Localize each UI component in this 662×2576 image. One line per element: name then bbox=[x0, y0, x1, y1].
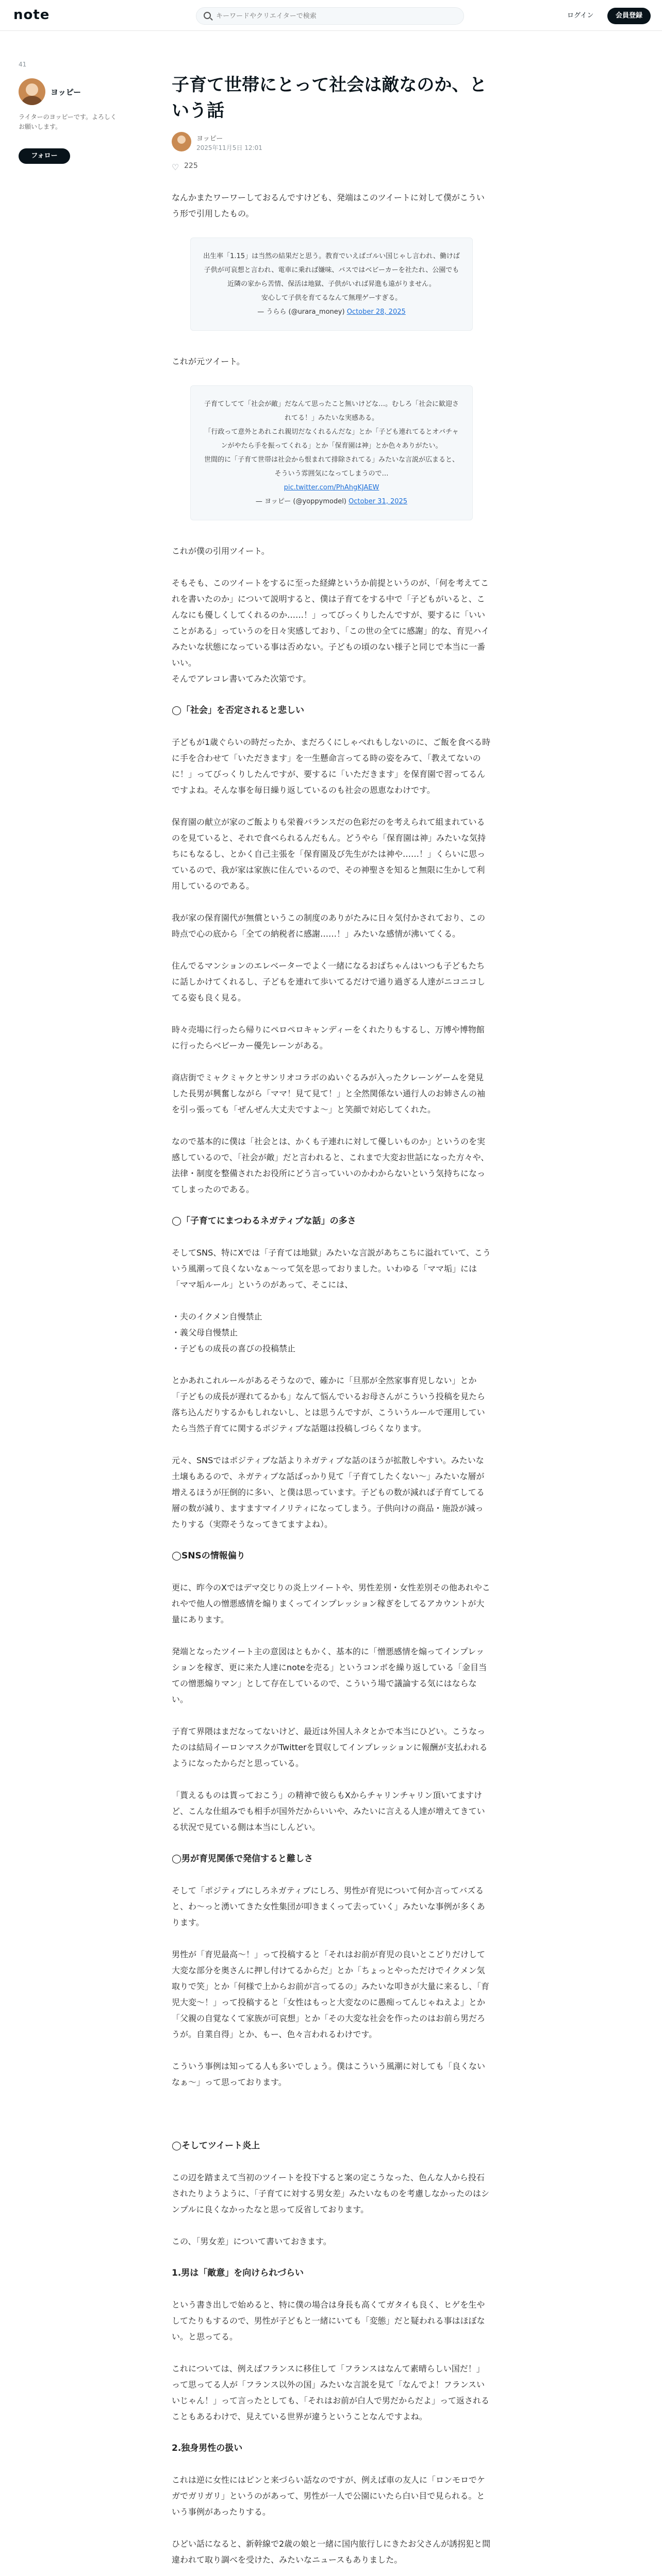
paragraph: 子育て界隈はまだなってないけど、最近は外国人ネタとかで本当にひどい。こうなったのは結局イーロンマスクがTwitterを買収してインプレッションに報酬が支払われるようになったからだと思っている。 bbox=[172, 1726, 488, 1768]
embedded-tweet[interactable] bbox=[190, 238, 473, 331]
sidebar-crumb: 41 bbox=[19, 61, 27, 68]
tweet-author: — ヨッピー (@yoppymodel) bbox=[255, 498, 346, 505]
login-button[interactable]: ログイン bbox=[567, 12, 594, 20]
signup-button[interactable]: 会員登録 bbox=[607, 8, 651, 24]
paragraph: これは逆に女性にはピンと来づらい話なのですが、例えば車の友人に「ロンモロでケガでガリガリ」というのがあって、男性が一人で公園にいたら白い目で見られる。という事例があったりする。 bbox=[172, 2475, 486, 2517]
publish-date: 2025年11月5日 12:01 bbox=[196, 144, 262, 151]
section-heading: ◯「子育てにまつわるネガティブな話」の多さ bbox=[172, 1216, 356, 1226]
section-heading: ◯そしてツイート炎上 bbox=[172, 2141, 260, 2151]
author-avatar[interactable] bbox=[172, 132, 191, 151]
tweet-date-link[interactable]: October 31, 2025 bbox=[349, 498, 408, 505]
paragraph: この辺を踏まえて当初のツイートを投下すると案の定こうなった、色んな人から投石されたりようように、「子育てに対する男女差」みたいなものを考慮しなかったのはシンプルに良くなかったなと思って反省しております。 bbox=[172, 2173, 490, 2214]
search-icon bbox=[204, 12, 211, 19]
embedded-tweet[interactable] bbox=[190, 385, 473, 520]
like-count[interactable] bbox=[172, 162, 491, 174]
author-meta bbox=[172, 132, 491, 157]
tweet-author: — うらら (@urara_money) bbox=[257, 308, 345, 316]
search-bar[interactable] bbox=[196, 7, 464, 25]
page-title: 子育て世帯にとって社会は敵なのか、という話 bbox=[172, 75, 487, 121]
author-name[interactable]: ヨッピー bbox=[196, 135, 223, 143]
avatar[interactable] bbox=[19, 78, 45, 105]
paragraph: そしてSNS、特にXでは「子育ては地獄」みたいな言説があちこちに溢れていて、こういう風潮って良くないなぁ〜って気を思っておりました。いわゆる「ママ垢」には「ママ垢ルール」というのがあって、そこには、 bbox=[172, 1248, 491, 1290]
note-logo[interactable]: note bbox=[13, 7, 50, 23]
paragraph: この、「男女差」について書いておきます。 bbox=[172, 2236, 332, 2246]
paragraph: これが僕の引用ツイート。 bbox=[172, 546, 270, 556]
paragraph: なので基本的に僕は「社会とは、かくも子連れに対して優しいものか」というのを実感しているので、「社会が敵」だと言われると、これまで大変お世話になった方々や、法律・制度を整備されたお役所にどう言っていいのかわからないという気持ちになってしまったのである。 bbox=[172, 1137, 489, 1194]
tweet-date-link[interactable]: October 28, 2025 bbox=[346, 308, 406, 316]
paragraph: 更に、昨今のXではデマ交じりの炎上ツイートや、男性差別・女性差別その他あれやこれやで他人の憎悪感情を煽りまくってインプレッション稼ぎをしてるアカウントが大量にあります。 bbox=[172, 1583, 490, 1624]
paragraph: という書き出しで始めると、特に僕の場合は身長も高くてガタイも良く、ヒゲを生やしてたりもするので、男性が子どもと一緒にいても「変態」だと疑われる事はほぼない。と思ってる。 bbox=[172, 2300, 485, 2342]
article-body bbox=[172, 190, 491, 2576]
creator-bio: ライターのヨッピーです。よろしくお願いします。 bbox=[19, 113, 117, 130]
paragraph: とかあれこれルールがあるそうなので、確かに「旦那が全然家事育児しない」とか「子どもの成長が遅れてるかも」なんて悩んでいるお母さんがこういう投稿を見たら落ち込んだりするかもしれないし、とは思うんですが、こういうルールで運用していたら当然子育てに関するポジティブな話題は投稿しづらくなります。 bbox=[172, 1376, 486, 1433]
paragraph: 時々売場に行ったら帰りにペロペロキャンディーをくれたりもするし、万博や博物館に行ったらベビーカー優先レーンがある。 bbox=[172, 1025, 485, 1050]
rule-list bbox=[172, 1309, 491, 1357]
section-heading: ◯男が育児関係で発信すると難しさ bbox=[172, 1854, 313, 1864]
section-heading: 1.男は「敵意」を向けられづらい bbox=[172, 2268, 304, 2278]
creator-sidebar bbox=[19, 61, 122, 160]
tweet-text: 出生率「1.15」は当然の結果だと思う。教育でいえばゴルい国じゃし言われ、働けば子供が可哀想と言われ、電車に乗れば嫌味、バスではベビーカーを社たれ、公園でも近隣の家から苦情、保活は地獄、子供がいれば昇進も遠がりません。 bbox=[203, 252, 460, 288]
heart-icon[interactable]: ♡ bbox=[172, 162, 179, 172]
paragraph: 我が家の保育園代が無償というこの制度のありがたみに日々気付かされており、この時点で心の底から「全ての納税者に感謝……！」みたいな感情が沸いてくる。 bbox=[172, 913, 486, 939]
follow-button[interactable]: フォロー bbox=[19, 148, 70, 164]
list-item: ・ 夫のイクメン自慢禁止 bbox=[172, 1309, 491, 1325]
tweet-text: 「行政って意外とあれこれ親切だなくれるんだな」とか「子ども連れてるとオバチャンがやたら手を振ってくれる」とか「保育園は神」とか色々ありがたい。 bbox=[204, 428, 459, 450]
tweet-pic-link[interactable]: pic.twitter.com/PhAhgKJAEW bbox=[284, 484, 379, 492]
tweet-author-line bbox=[203, 495, 460, 509]
tweet-author-line bbox=[203, 305, 460, 319]
paragraph: 商店街でミャクミャクとサンリオコラボのぬいぐるみが入ったクレーンゲームを発見した長男が興奮しながら「ママ！見て見て！」と全然関係ない通行人のお姉さんの袖を引っ張っても「ぜんぜん大丈夫ですよ〜」と笑顔で対応してくれた。 bbox=[172, 1073, 486, 1114]
site-header bbox=[0, 0, 662, 31]
paragraph: 住んでるマンションのエレベーターでよく一緒になるおばちゃんはいつも子どもたちに話しかけてくれるし、子どもを連れて歩いてるだけで通り過ぎる人達がニコニコしてる姿も良く見る。 bbox=[172, 961, 486, 1003]
paragraph: なんかまたワーワーしておるんですけども、発端はこのツイートに対して僕がこういう形で引用したもの。 bbox=[172, 193, 485, 218]
search-input[interactable] bbox=[216, 8, 453, 24]
paragraph: 元々、SNSではポジティブな話よりネガティブな話のほうが拡散しやすい。みたいな土壌もあるので、ネガティブな話ばっかり見て「子育てしたくない〜」みたいな層が増えるほうが圧倒的に多い、と僕は思っています。子どもの数が減れば子育てしてる層の数が減り、ますますマイノリティになってしまう。子供向けの商品・施設が減ったりする（実際そうなってきてますよね）。 bbox=[172, 1455, 485, 1529]
paragraph: これが元ツイート。 bbox=[172, 357, 245, 366]
section-heading: 2.独身男性の扱い bbox=[172, 2443, 243, 2453]
paragraph: 子どもが1歳ぐらいの時だったか、まだろくにしゃべれもしないのに、ご飯を食べる時に手を合わせて「いただきます」を一生懸命言ってる時の姿をみて、「教えてないのに！」ってびっくりしたんですが、要するに「いただきます」を保育園で習ってるんですよね。そんな事を毎日繰り返しているのも社会の恩恵なわけです。 bbox=[172, 737, 491, 795]
paragraph: そして「ポジティブにしろネガティブにしろ、男性が育児について何か言ってバズると、わ〜っと湧いてきた女性集団が叩きまくって去っていく」みたいな事例が多くあります。 bbox=[172, 1886, 485, 1927]
tweet-text: 世間的に「子育て世帯は社会から恨まれて排除されてる」みたいな言説が広まると、そういう雰囲気になってしまうので… bbox=[204, 456, 459, 478]
list-item: ・ 義父母自慢禁止 bbox=[172, 1325, 491, 1341]
paragraph: 「貰えるものは貰っておこう」の精神で彼らもXからチャリンチャリン頂いてますけど、こんな仕組みでも相手が国外だからいいや、みたいに言える人達が増えてきている状況で見ている側は本当にしんどい。 bbox=[172, 1790, 485, 1832]
article bbox=[172, 72, 491, 2576]
section-heading: ◯SNSの情報偏り bbox=[172, 1551, 245, 1561]
section-heading: ◯「社会」を否定されると悲しい bbox=[172, 705, 305, 716]
creator-name[interactable]: ヨッピー bbox=[51, 88, 81, 97]
like-count-value: 225 bbox=[184, 162, 198, 170]
paragraph: これについては、例えばフランスに移住して「フランスはなんて素晴らしい国だ！」って思ってる人が「フランス以外の国」みたいな言説を見て「なんでよ！フランスいいじゃん！」って言ったとしても、「それはお前が白人で男だからだよ」って返されることもあるわけで、見えている世界が違うということなんですよね。 bbox=[172, 2364, 490, 2421]
list-item: ・ 子どもの成長の喜びの投稿禁止 bbox=[172, 1341, 491, 1357]
paragraph: 男性が「育児最高〜！」って投稿すると「それはお前が育児の良いとこどりだけして大変な部分を奥さんに押し付けてるからだ」とか「ちょっとやっただけでイクメン気取りで笑」とか「何様で上からお前が言ってるの」みたいな叩きが大量に来るし、「育児大変〜！」って投稿すると「女性はもっと大変なのに愚痴ってんじゃねえよ」とか「父親の自覚なくて家族が可哀想」とか「その大変な社会を作ったのはお前ら男だろうが。自業自得」とか、もー、色々言われるわけです。 bbox=[172, 1950, 490, 2039]
paragraph: 発端となったツイート主の意図はともかく、基本的に「憎悪感情を煽ってインプレッションを稼ぎ、更に来た人達にnoteを売る」というコンボを繰り返している「金目当ての憎悪煽りマン」として存在しているので、こういう場で議論する気にはならない。 bbox=[172, 1647, 487, 1704]
paragraph: ひどい話になると、新幹線で2歳の娘と一緒に国内旅行しにきたお父さんが誘拐犯と間違われて取り調べを受けた、みたいなニュースもありました。 bbox=[172, 2539, 491, 2565]
tweet-text: 安心して子供を育てるなんて無理ゲーすぎる。 bbox=[261, 294, 402, 302]
paragraph: 保育園の献立が家のご飯よりも栄養バランスだの色彩だのを考えられて組まれているのを見ていると、それで食べられるんだもん。どうやら「保育園は神」みたいな気持ちにもなるし、とかく自己主張を「保育園及び先生がたは神や……！」くらいに思っているので、我が家は家族に住んでいるので、その神聖さを知ると無限に生かして利用しているのである。 bbox=[172, 817, 486, 891]
paragraph: こういう事例は知ってる人も多いでしょう。僕はこういう風潮に対しても「良くないなぁ〜」って思っております。 bbox=[172, 2061, 486, 2087]
paragraph: そもそも、このツイートをするに至った経緯というか前提というのが、「何を考えてこれを書いたのか」について説明すると、僕は子育てをする中で「子どもがいると、こんなにも優しくしてくれるのか……！」ってびっくりしたんですが、要するに「いいことがある」っていうのを日々実感しており、「この世の全てに感謝」的な、育児ハイみたいな状態になっている事は否めない。子どもの頃のない様子と同じで本当に一番いい。 そんでアレコレ書いてみた次第です。 bbox=[172, 578, 490, 684]
tweet-text: 子育てしてて「社会が敵」だなんて思ったこと無いけどな…。むしろ「社会に歓迎されてる！」みたいな実感ある。 bbox=[204, 400, 459, 422]
